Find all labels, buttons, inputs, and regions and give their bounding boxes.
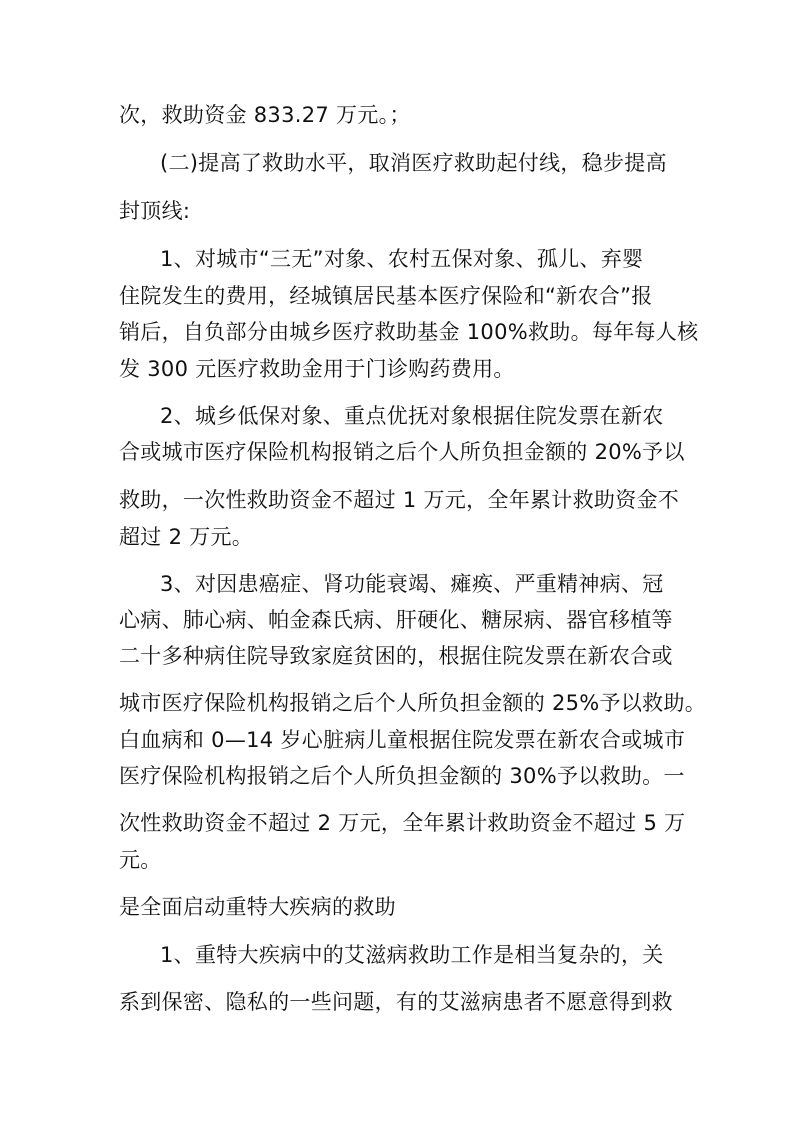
text-line: 心病、肺心病、帕金森氏病、肝硬化、糖尿病、器官移植等 (119, 608, 673, 632)
section-heading: (二)提高了救助水平，取消医疗救助起付线，稳步提高 (160, 151, 667, 175)
text-line: 住院发生的费用，经城镇居民基本医疗保险和“新农合”报 (119, 284, 653, 308)
text-line: 医疗保险机构报销之后个人所负担金额的 30%予以救助。一 (119, 764, 685, 788)
text-line: 1、重特大疾病中的艾滋病救助工作是相当复杂的，关 (160, 943, 664, 967)
text-line: 白血病和 0—14 岁心脏病儿童根据住院发票在新农合或城市 (119, 728, 686, 752)
text-line: 系到保密、隐私的一些问题，有的艾滋病患者不愿意得到救 (119, 990, 673, 1014)
text-line: 次性救助资金不超过 2 万元，全年累计救助资金不超过 5 万 (119, 811, 686, 835)
text-line: 次，救助资金 833.27 万元。； (119, 103, 411, 127)
text-line: 元。 (119, 848, 162, 872)
text-line: 合或城市医疗保险机构报销之后个人所负担金额的 20%予以 (119, 440, 685, 464)
text-line: 发 300 元医疗救助金用于门诊购药费用。 (119, 357, 515, 381)
section-heading: 是全面启动重特大疾病的救助 (119, 895, 396, 919)
text-line: 封顶线: (119, 199, 191, 223)
text-line: 1、对城市“三无”对象、农村五保对象、孤儿、弃婴 (160, 247, 644, 271)
text-line: 2、城乡低保对象、重点优抚对象根据住院发票在新农 (160, 404, 664, 428)
text-line: 二十多种病住院导致家庭贫困的，根据住院发票在新农合或 (119, 644, 673, 668)
text-line: 城市医疗保险机构报销之后个人所负担金额的 25%予以救助。 (119, 691, 707, 715)
text-line: 救助，一次性救助资金不超过 1 万元，全年累计救助资金不 (119, 488, 680, 512)
text-line: 超过 2 万元。 (119, 525, 254, 549)
text-line: 销后，自负部分由城乡医疗救助基金 100%救助。每年每人核 (119, 320, 699, 344)
text-line: 3、对因患癌症、肾功能衰竭、瘫痪、严重精神病、冠 (160, 572, 664, 596)
